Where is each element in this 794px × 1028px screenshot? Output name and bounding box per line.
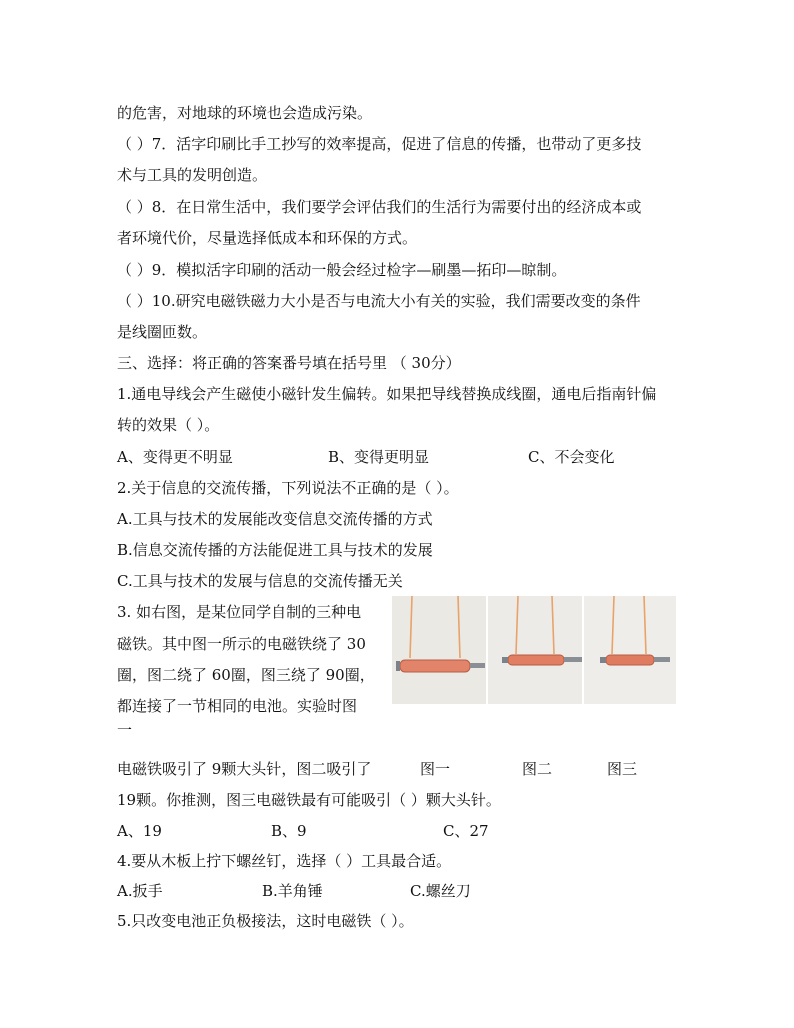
text-line: 磁铁。其中图一所示的电磁铁绕了 30 <box>117 635 366 653</box>
section-heading: 三、选择：将正确的答案番号填在括号里 （ 30分） <box>117 354 461 372</box>
option-b: B.信息交流传播的方法能促进工具与技术的发展 <box>117 541 433 559</box>
choice-question-2: 2.关于信息的交流传播，下列说法不正确的是（ ）。 <box>117 479 459 497</box>
choice-question-3: 3. 如右图，是某位同学自制的三种电 <box>117 603 362 621</box>
text-line: 都连接了一节相同的电池。实验时图 <box>117 697 358 715</box>
true-false-question-8: （ ）8．在日常生活中，我们要学会评估我们的生活行为需要付出的经济成本或 <box>117 198 642 216</box>
option-a: A、变得更不明显 <box>117 448 233 466</box>
text-line: 一 <box>117 721 133 739</box>
option-a: A、19 <box>117 822 162 840</box>
true-false-question-7: （ ）7．活字印刷比手工抄写的效率提高，促进了信息的传播，也带动了更多技 <box>117 135 642 153</box>
electromagnet-photo <box>392 596 676 704</box>
figure-label: 图三 <box>607 760 638 778</box>
text-line: 者环境代价，尽量选择低成本和环保的方式。 <box>117 229 418 247</box>
text-line: 19颗。你推测，图三电磁铁最有可能吸引（ ）颗大头针。 <box>117 791 501 809</box>
option-a: A.扳手 <box>117 882 163 900</box>
option-c: C、不会变化 <box>528 448 615 466</box>
figure-label: 图一 <box>420 760 451 778</box>
choice-question-5: 5.只改变电池正负极接法，这时电磁铁（ ）。 <box>117 912 414 930</box>
text-line: 的危害，对地球的环境也会造成污染。 <box>117 104 373 122</box>
option-b: B、9 <box>271 822 307 840</box>
option-c: C、27 <box>443 822 489 840</box>
option-a: A.工具与技术的发展能改变信息交流传播的方式 <box>117 510 433 528</box>
choice-question-4: 4.要从木板上拧下螺丝钉，选择（ ）工具最合适。 <box>117 852 452 870</box>
option-b: B、变得更明显 <box>328 448 430 466</box>
true-false-question-9: （ ）9．模拟活字印刷的活动一般会经过检字—刷墨—拓印—晾制。 <box>117 261 567 279</box>
text-line: 术与工具的发明创造。 <box>117 166 268 184</box>
text-line: 电磁铁吸引了 9颗大头针，图二吸引了 <box>117 760 372 778</box>
text-line: 转的效果（ ）。 <box>117 416 220 434</box>
choice-question-1: 1.通电导线会产生磁使小磁针发生偏转。如果把导线替换成线圈，通电后指南针偏 <box>117 385 657 403</box>
true-false-question-10: （ ）10.研究电磁铁磁力大小是否与电流大小有关的实验，我们需要改变的条件 <box>117 292 641 310</box>
text-line: 是线圈匝数。 <box>117 323 208 341</box>
option-c: C.螺丝刀 <box>410 882 471 900</box>
figure-label: 图二 <box>522 760 553 778</box>
option-c: C.工具与技术的发展与信息的交流传播无关 <box>117 572 403 590</box>
text-line: 圈，图二绕了 60圈，图三绕了 90圈， <box>117 666 375 684</box>
option-b: B.羊角锤 <box>262 882 323 900</box>
